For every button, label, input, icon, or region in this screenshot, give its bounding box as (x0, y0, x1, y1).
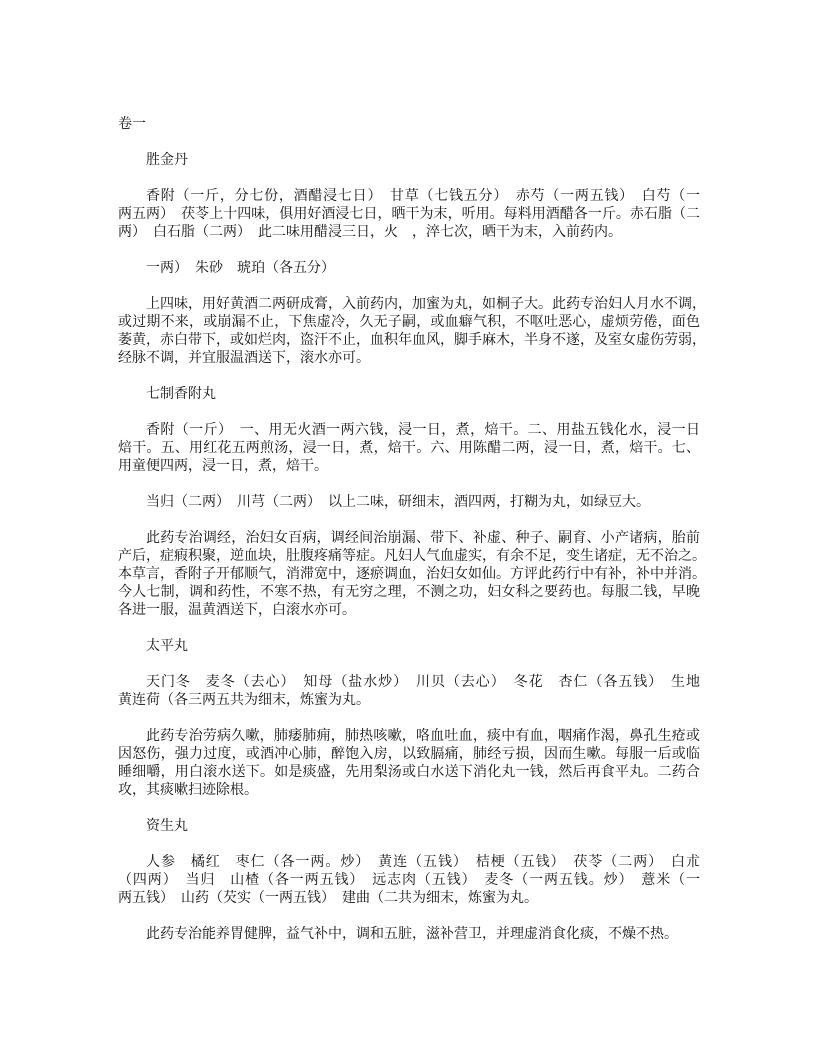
paragraph-line: 两五两） 茯苓上十四味，俱用好酒浸七日，晒干为末，听用。每料用酒醋各一斤。赤石脂（二 (118, 206, 700, 222)
section-title-text: 资生丸 (146, 818, 188, 834)
paragraph-line: 香附（一斤，分七份，酒醋浸七日） 甘草（七钱五分） 赤芍（一两五钱） 白芍（一 (146, 188, 700, 204)
paragraph-line: 用童便四两，浸一日，煮，焙干。 (118, 458, 328, 474)
paragraph-line: 产后，症瘕积聚，逆血块，肚腹疼痛等症。凡妇人气血虚实，有余不足，变生诸症，无不治之。 (118, 548, 706, 564)
paragraph (118, 295, 706, 367)
paragraph-line: 两） 白石脂（二两） 此二味用醋浸三日，火 ，淬七次，晒干为末，入前药内。 (118, 224, 622, 240)
paragraph (118, 673, 700, 709)
volume-title (118, 115, 700, 133)
section-title-text: 胜金丹 (146, 152, 188, 168)
paragraph (118, 925, 700, 943)
paragraph-line: 天门冬 麦冬（去心） 知母（盐水炒） 川贝（去心） 冬花 杏仁（各五钱） 生地 (146, 674, 700, 690)
paragraph-line: 经脉不调，并宜服温酒送下，滚水亦可。 (118, 350, 370, 366)
paragraph-line: 睡细嚼，用白滚水送下。如是痰盛，先用梨汤或白水送下消化丸一钱，然后再食平丸。二药合 (118, 764, 700, 780)
paragraph-line: 本草言，香附子开郁顺气，消滞宽中，逐瘀调血，治妇女如仙。方评此药行中有补，补中并消。 (118, 566, 706, 582)
paragraph (118, 421, 700, 475)
volume-title-text: 卷一 (118, 116, 146, 132)
paragraph-line: 黄连荷（各三两五共为细末，炼蜜为丸。 (118, 692, 370, 708)
paragraph-line: 此药专治劳病久嗽，肺痿肺痈，肺热咳嗽，咯血吐血，痰中有血，咽痛作渴，鼻孔生疮或 (146, 728, 700, 744)
paragraph-line: 上四味，用好黄酒二两研成膏，入前药内，加蜜为丸，如桐子大。此药专治妇人月水不调， (146, 296, 706, 312)
paragraph-line: 各进一服，温黄酒送下，白滚水亦可。 (118, 602, 356, 618)
paragraph (118, 493, 700, 511)
paragraph-line: 一两） 朱砂 琥珀（各五分） (146, 260, 335, 276)
paragraph (118, 853, 700, 907)
section-title (118, 151, 700, 169)
paragraph-line: 香附（一斤） 一、用无火酒一两六钱，浸一日，煮，焙干。二、用盐五钱化水，浸一日 (146, 422, 700, 438)
paragraph-line: 萎黄，赤白带下，或如烂肉，盗汗不止，血积年血风，脚手麻木，半身不遂，及室女虚伤劳弱， (118, 332, 706, 348)
section-title (118, 637, 700, 655)
paragraph (118, 727, 700, 799)
paragraph-line: 因怒伤，强力过度，或酒冲心肺，醉饱入房，以致膈痛，肺经亏损，因而生嗽。每服一后或临 (118, 746, 700, 762)
document-body (118, 115, 706, 961)
section-title (118, 385, 700, 403)
paragraph-line: 焙干。五、用红花五两煎汤，浸一日，煮，焙干。六、用陈醋二两，浸一日，煮，焙干。七、 (118, 440, 700, 456)
paragraph-line: 攻，其痰嗽扫迹除根。 (118, 782, 258, 798)
paragraph-line: 人参 橘红 枣仁（各一两。炒） 黄连（五钱） 桔梗（五钱） 茯苓（二两） 白朮 (146, 854, 700, 870)
paragraph-line: 今人七制，调和药性，不寒不热，有无穷之理，不测之功，妇女科之要药也。每服二钱，早晚 (118, 584, 700, 600)
section-title-text: 太平丸 (146, 638, 188, 654)
paragraph (118, 529, 706, 619)
paragraph-line: 此药专治调经，治妇女百病，调经间治崩漏、带下、补虚、种子、嗣育、小产诸病，胎前 (146, 530, 700, 546)
paragraph-line: 两五钱） 山药（芡实（一两五钱） 建曲（二共为细末，炼蜜为丸。 (118, 890, 538, 906)
paragraph (118, 259, 700, 277)
paragraph (118, 187, 700, 241)
section-title-text: 七制香附丸 (146, 386, 216, 402)
paragraph-line: 当归（二两） 川芎（二两） 以上二味，研细末，酒四两，打糊为丸，如绿豆大。 (146, 494, 650, 510)
paragraph-line: （四两） 当归 山楂（各一两五钱） 远志肉（五钱） 麦冬（一两五钱。炒） 薏米（一 (118, 872, 700, 888)
paragraph-line: 或过期不来，或崩漏不止，下焦虚冷，久无子嗣，或血癖气积，不呕吐恶心，虚烦劳倦，面色 (118, 314, 700, 330)
paragraph-line: 此药专治能养胃健脾，益气补中，调和五脏，滋补营卫，并理虚消食化痰，不燥不热。 (146, 926, 678, 942)
section-title (118, 817, 700, 835)
